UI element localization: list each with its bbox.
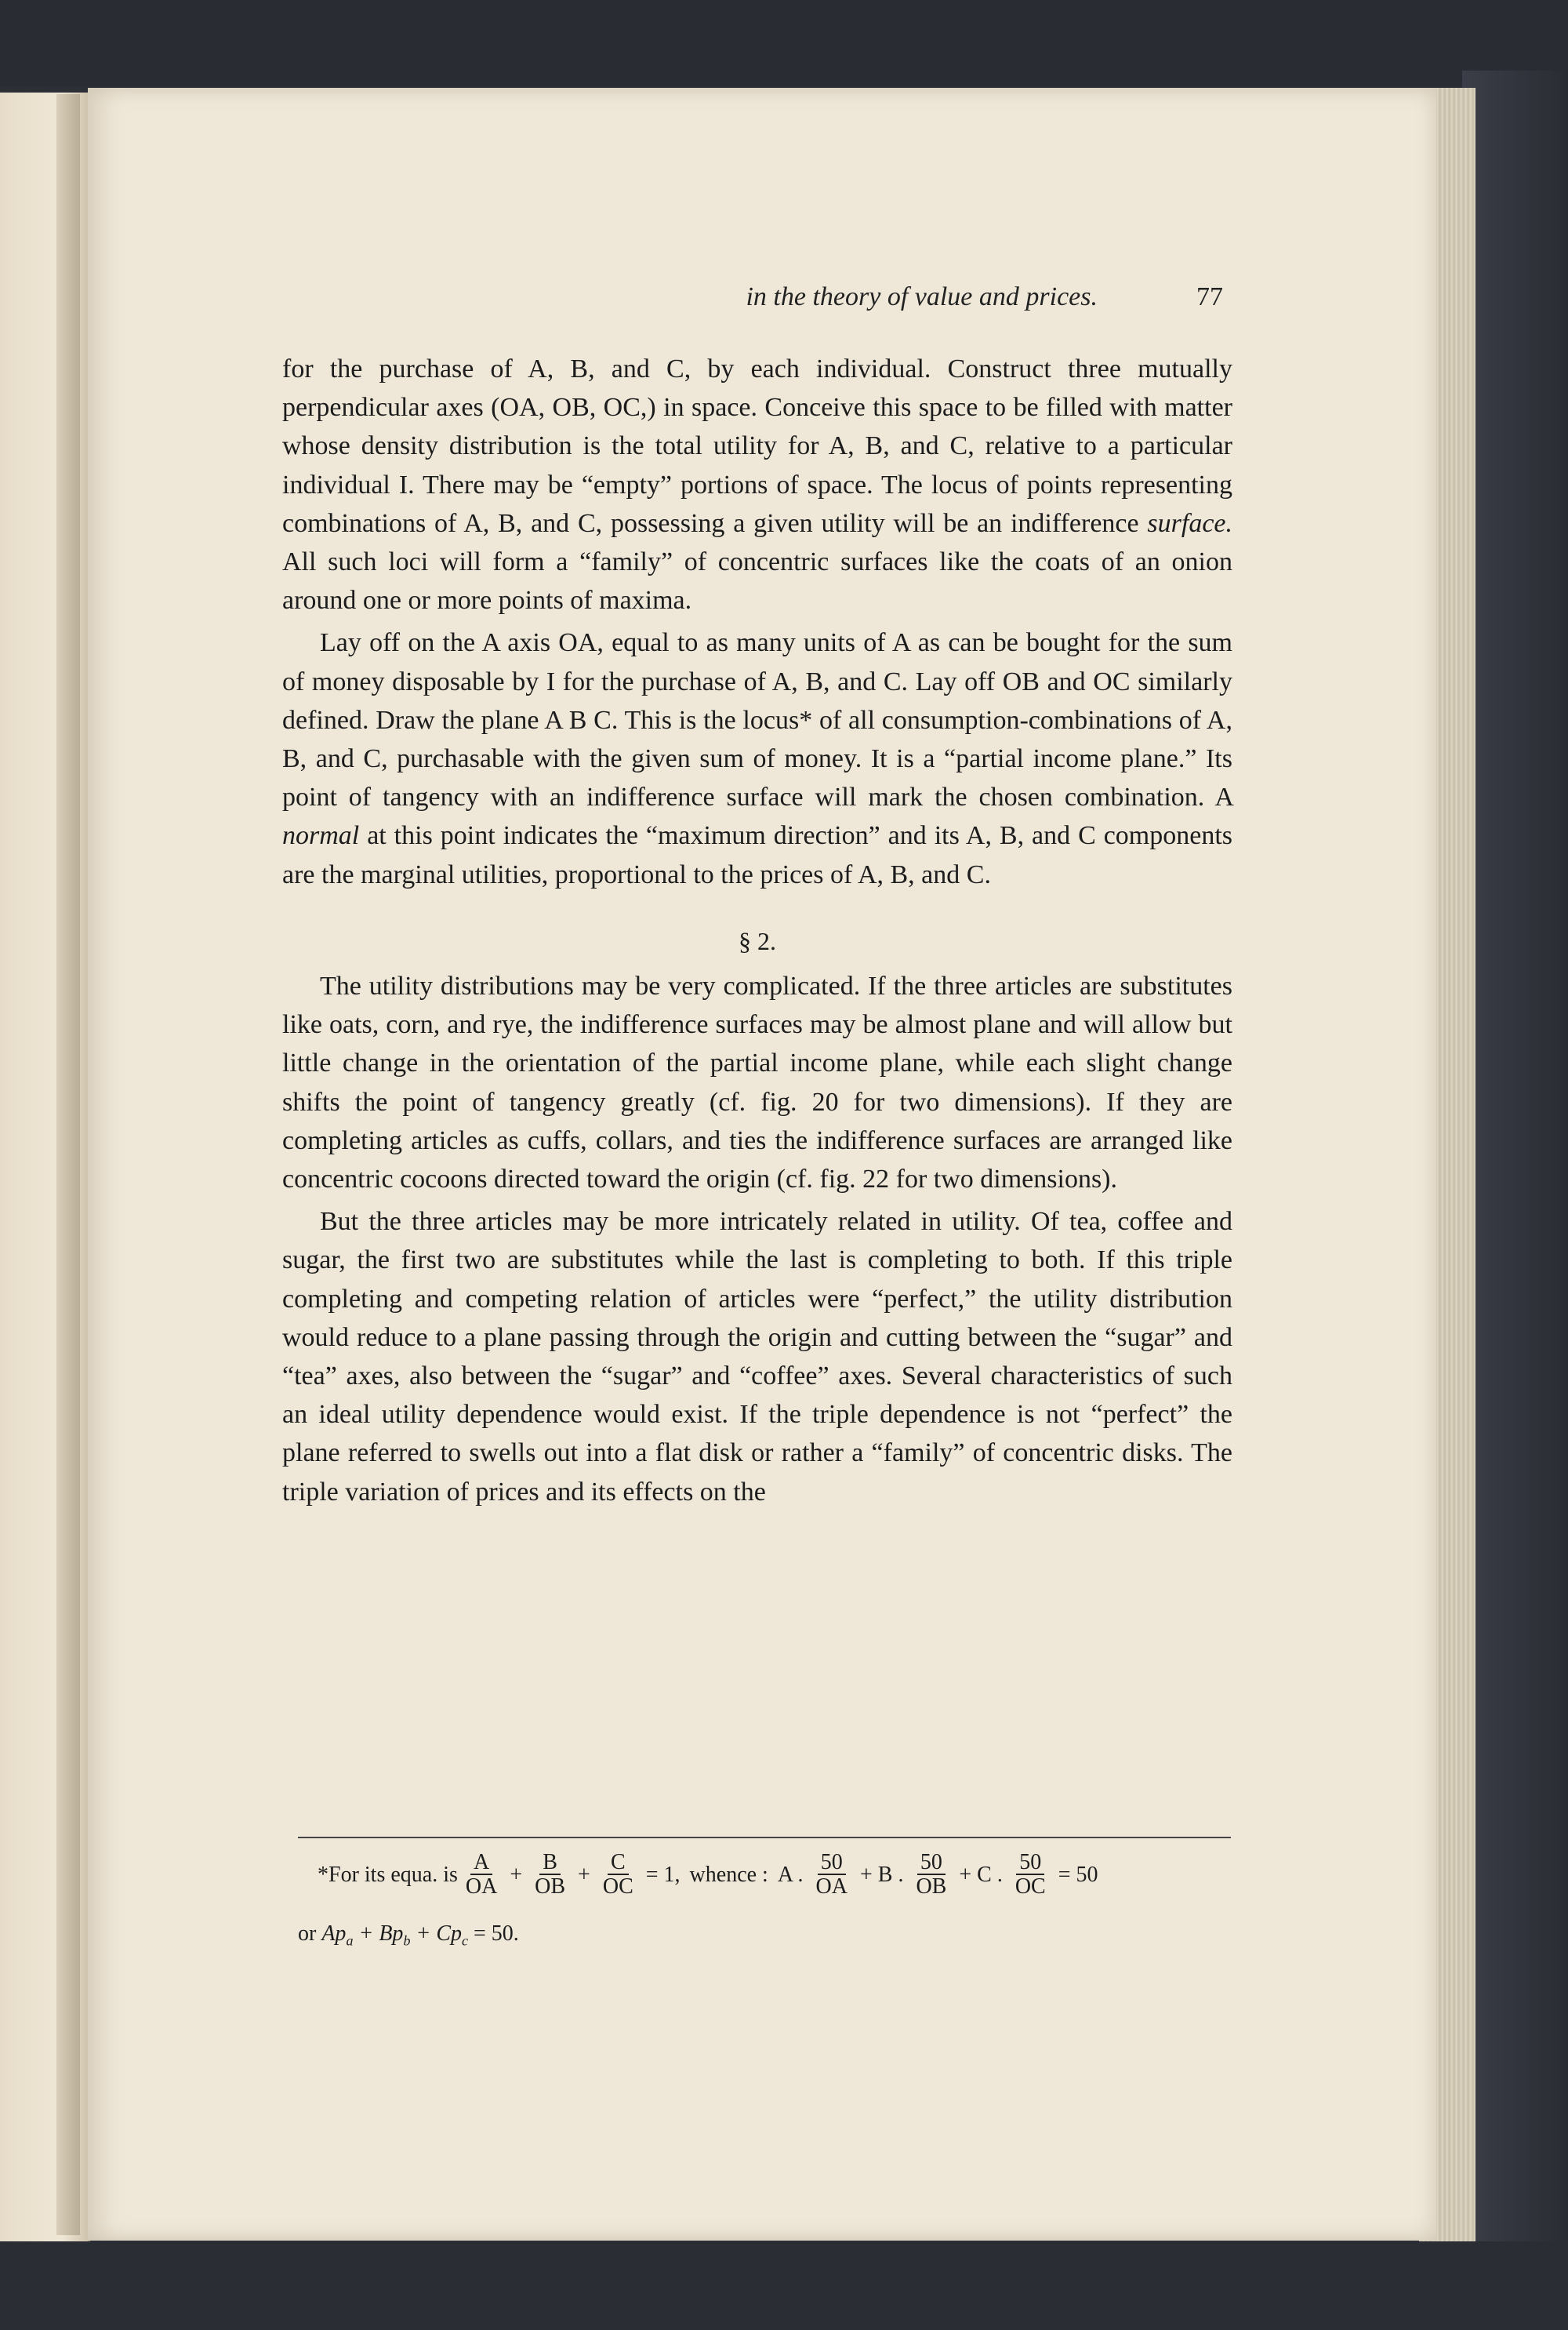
footnote-rule	[298, 1837, 1231, 1838]
book-cover-top	[0, 0, 1568, 86]
fraction: $\frac{50}{OB}$	[916, 1850, 947, 1899]
book-cover-bottom	[0, 2241, 1568, 2330]
running-title: in the theory of value and prices.	[746, 282, 1098, 311]
paragraph-1: for the purchase of A, B, and C, by each individual. Construct three mutually perpendicular axes (OA, OB, OC,) in space. Conceive this space to be filled with matter whose density distribution is the total utility for A, B, and C, relative to a particular individual I. There may be “empty” portions of space. The locus of points representing combinations of A, B, and C, possessing a given utility will be an indifference surface. All such loci will form a “family” of concentric surfaces like the coats of an onion around one or more points of maxima.	[282, 354, 1233, 616]
fraction: $\frac{C}{OC}$	[602, 1850, 633, 1899]
paragraph-4: But the three articles may be more intricately related in utility. Of tea, coffee and sugar, the first two are substitutes while the last is completing to both. If this triple completing and competing relation of articles were “perfect,” the utility distribution would reduce to a plane passing through the origin and cutting between the “sugar” and “tea” axes, also between the “sugar” and “coffee” axes. Several characteristics of such an ideal utility dependence would exist. If the triple dependence is not “perfect” the plane referred to swells out into a flat disk or rather a “family” of concentric disks. The triple variation of prices and its effects on the	[282, 1207, 1232, 1507]
fraction: $\frac{50}{OA}$	[815, 1850, 848, 1899]
book-cover-right	[1462, 71, 1568, 2266]
section-heading: § 2.	[739, 926, 776, 955]
fraction: $\frac{B}{OB}$	[535, 1850, 566, 1899]
footnote	[298, 1850, 1243, 1950]
paragraph-3: The utility distributions may be very complicated. If the three articles are substitutes like oats, corn, and rye, the indifference surfaces may be almost plane and will allow but little change in the orientation of the partial income plane, while each slight change shifts the point of tangency greatly (cf. fig. 20 for two dimensions). If they are completing articles as cuffs, collars, and ties the indifference surfaces are arranged like concentric cocoons directed toward the origin (cf. fig. 22 for two dimensions).	[282, 972, 1232, 1194]
body-text	[282, 350, 1232, 1511]
gutter-shadow	[56, 94, 80, 2235]
fraction: $\frac{A}{OA}$	[465, 1850, 498, 1899]
fraction: $\frac{50}{OC}$	[1014, 1850, 1046, 1899]
footnote-equation: *For its equa. is $\frac{A}{OA}$ + $\frac{B}{OB}$ + $\frac{C}{OC}$ = 1, whence : A . $\frac{50}{OA}$ + B . $\frac{50}{OB}$ + C . $\frac{50}{OC}$ = 50	[318, 1850, 1098, 1899]
page-number: 77	[1196, 282, 1223, 311]
paragraph-2: Lay off on the A axis OA, equal to as many units of A as can be bought for the sum of money disposable by I for the purchase of A, B, and C. Lay off OB and OC similarly defined. Draw the plane A B C. This is the locus* of all consumption-combinations of A, B, and C, purchasable with the given sum of money. It is a “partial income plane.” Its point of tangency with an indifference surface will mark the chosen combination. A normal at this point indicates the “maximum direction” and its A, B, and C components are the marginal utilities, proportional to the prices of A, B, and C.	[282, 628, 1232, 889]
running-header	[282, 282, 1223, 329]
footnote-equation-line2: or $Ap_a + Bp_b + Cp_c = 50$.	[298, 1921, 519, 1949]
